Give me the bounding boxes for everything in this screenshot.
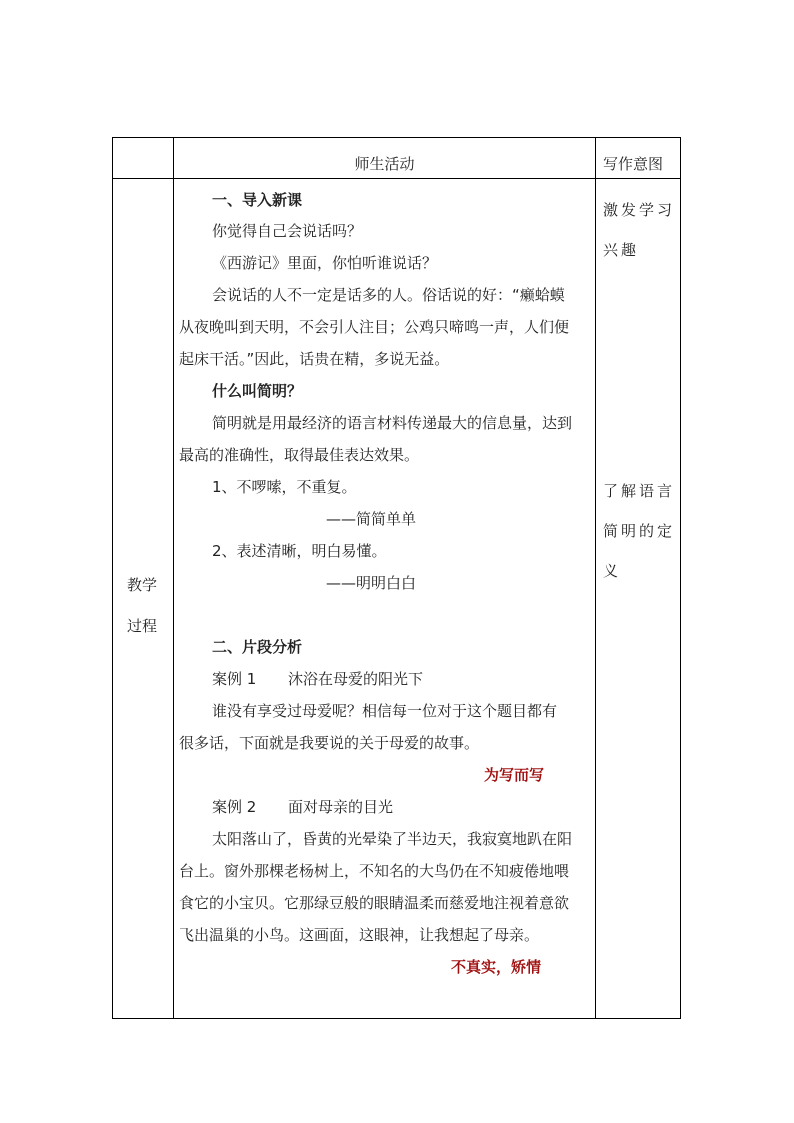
intent-2-line-3: 义 <box>603 562 622 580</box>
point-2: 2、表述清晰，明白易懂。 <box>212 542 387 560</box>
case-2-text-line-4: 飞出温巢的小鸟。这画面，这眼神，让我想起了母亲。 <box>179 926 540 944</box>
paragraph-proverb-line-2: 从夜晚叫到天明，不会引人注目；公鸡只啼鸣一声，人们便 <box>179 318 570 336</box>
paragraph-proverb-line-1: 会说话的人不一定是话多的人。俗话说的好：“癞蛤蟆 <box>212 286 565 304</box>
case-1-text-line-2: 很多话，下面就是我要说的关于母爱的故事。 <box>179 734 480 752</box>
paragraph-proverb-line-3: 起床干活。”因此，话贵在精，多说无益。 <box>179 350 450 368</box>
question-2: 《西游记》里面，你怕听谁说话？ <box>212 254 438 272</box>
point-1-summary: ——简简单单 <box>326 510 417 528</box>
column-divider-right <box>595 138 596 1018</box>
case-1-label: 案例 1 <box>212 670 257 688</box>
intent-1-line-1: 激发学习 <box>603 201 676 219</box>
section-title-analysis: 二、片段分析 <box>212 638 303 656</box>
stage-label-1: 教学 <box>127 576 158 594</box>
case-2-text-line-3: 食它的小宝贝。它那绿豆般的眼睛温柔而慈爱地注视着意欲 <box>179 894 570 912</box>
intent-2-line-2: 简明的定 <box>603 522 676 540</box>
lesson-table <box>112 137 681 1019</box>
section-title-intro: 一、导入新课 <box>212 191 303 209</box>
case-2-comment: 不真实，矫情 <box>451 958 542 976</box>
case-1-title: 沐浴在母爱的阳光下 <box>288 670 424 688</box>
definition-line-2: 最高的准确性，取得最佳表达效果。 <box>179 446 420 464</box>
case-1-comment: 为写而写 <box>484 766 545 784</box>
header-activities: 师生活动 <box>354 155 415 173</box>
intent-2-line-1: 了解语言 <box>603 482 676 500</box>
point-2-summary: ——明明白白 <box>326 574 417 592</box>
stage-label-2: 过程 <box>127 617 158 635</box>
case-2-text-line-2: 台上。窗外那棵老杨树上，不知名的大鸟仍在不知疲倦地喂 <box>179 862 570 880</box>
header-intent: 写作意图 <box>603 155 664 173</box>
case-2-text-line-1: 太阳落山了，昏黄的光晕染了半边天，我寂寞地趴在阳 <box>212 830 573 848</box>
case-1-text-line-1: 谁没有享受过母爱呢？相信每一位对于这个题目都有 <box>212 702 558 720</box>
point-1: 1、不啰嗦，不重复。 <box>212 478 357 496</box>
question-1: 你觉得自己会说话吗？ <box>212 222 363 240</box>
case-2-title: 面对母亲的目光 <box>288 798 394 816</box>
section-title-definition: 什么叫简明？ <box>212 382 303 400</box>
intent-1-line-2: 兴趣 <box>603 241 640 259</box>
definition-line-1: 简明就是用最经济的语言材料传递最大的信息量，达到 <box>212 414 573 432</box>
column-divider-left <box>173 138 174 1018</box>
case-2-label: 案例 2 <box>212 798 257 816</box>
